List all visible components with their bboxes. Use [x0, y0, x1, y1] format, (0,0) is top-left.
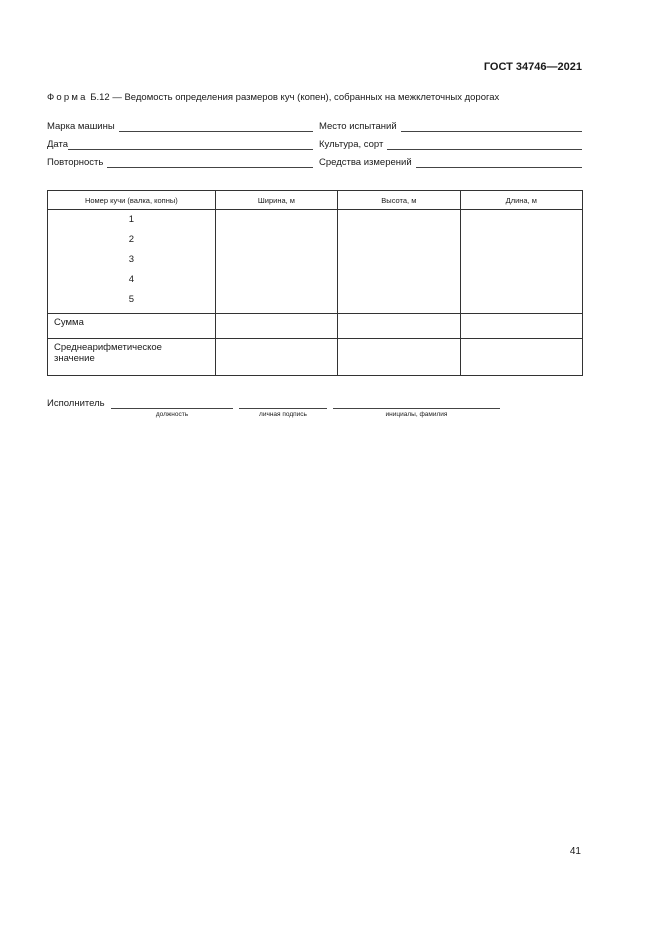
avg-height-cell[interactable]	[338, 339, 460, 376]
repeat-line	[107, 157, 313, 168]
position-caption: должность	[155, 411, 189, 418]
table-header-row	[48, 191, 583, 210]
avg-length-cell[interactable]	[460, 339, 582, 376]
measuring-tools-line	[416, 157, 582, 168]
date-line	[68, 139, 313, 150]
field-row-3	[47, 157, 582, 171]
sum-length-cell[interactable]	[460, 314, 582, 339]
average-label-line1: Среднеарифметическое	[54, 342, 162, 353]
page-number: 41	[569, 846, 581, 857]
header-width: Ширина, м	[215, 191, 337, 210]
repeat-field[interactable]	[47, 157, 313, 168]
machine-brand-label: Марка машины	[47, 121, 115, 132]
pile-number: 5	[128, 294, 134, 305]
height-cell[interactable]	[338, 210, 460, 314]
signature-caption: личная подпись	[259, 411, 307, 418]
pile-number: 4	[128, 274, 134, 285]
form-label: Форма	[47, 92, 88, 103]
crop-variety-field[interactable]	[319, 139, 582, 150]
crop-variety-line	[387, 139, 582, 150]
machine-brand-line	[119, 121, 313, 132]
crop-variety-label: Культура, сорт	[319, 139, 384, 150]
length-cell[interactable]	[460, 210, 582, 314]
header-height: Высота, м	[338, 191, 460, 210]
pile-number: 2	[128, 234, 134, 245]
measuring-tools-label: Средства измерений	[319, 157, 412, 168]
average-label	[48, 339, 216, 376]
executor-label: Исполнитель	[47, 398, 105, 409]
table-row-average	[48, 339, 583, 376]
field-row-2	[47, 139, 582, 153]
test-site-line	[401, 121, 582, 132]
header-length: Длина, м	[460, 191, 582, 210]
sum-width-cell[interactable]	[215, 314, 337, 339]
test-site-label: Место испытаний	[319, 121, 397, 132]
pile-number: 1	[128, 214, 134, 225]
position-line[interactable]	[111, 408, 233, 409]
form-title	[47, 92, 499, 103]
field-row-1	[47, 121, 582, 135]
standard-code: ГОСТ 34746—2021	[483, 61, 582, 73]
table-row-data	[48, 210, 583, 314]
measuring-tools-field[interactable]	[319, 157, 582, 168]
signature-line[interactable]	[239, 408, 327, 409]
executor-block	[47, 398, 507, 422]
avg-width-cell[interactable]	[215, 339, 337, 376]
header-pile-number: Номер кучи (валка, копны)	[48, 191, 216, 210]
sum-height-cell[interactable]	[338, 314, 460, 339]
width-cell[interactable]	[215, 210, 337, 314]
date-field[interactable]	[47, 139, 313, 150]
sum-label: Сумма	[48, 314, 216, 339]
measurements-table	[47, 190, 583, 376]
name-line[interactable]	[333, 408, 500, 409]
form-title-text: Б.12 — Ведомость определения размеров куч (копен), собранных на межклеточных дорогах	[87, 92, 500, 103]
test-site-field[interactable]	[319, 121, 582, 132]
average-label-line2: значение	[54, 353, 95, 364]
machine-brand-field[interactable]	[47, 121, 313, 132]
repeat-label: Повторность	[47, 157, 104, 168]
pile-numbers-cell	[48, 210, 216, 314]
table-row-sum	[48, 314, 583, 339]
name-caption: инициалы, фамилия	[385, 411, 448, 418]
pile-number: 3	[128, 254, 134, 265]
date-label: Дата	[47, 139, 69, 150]
